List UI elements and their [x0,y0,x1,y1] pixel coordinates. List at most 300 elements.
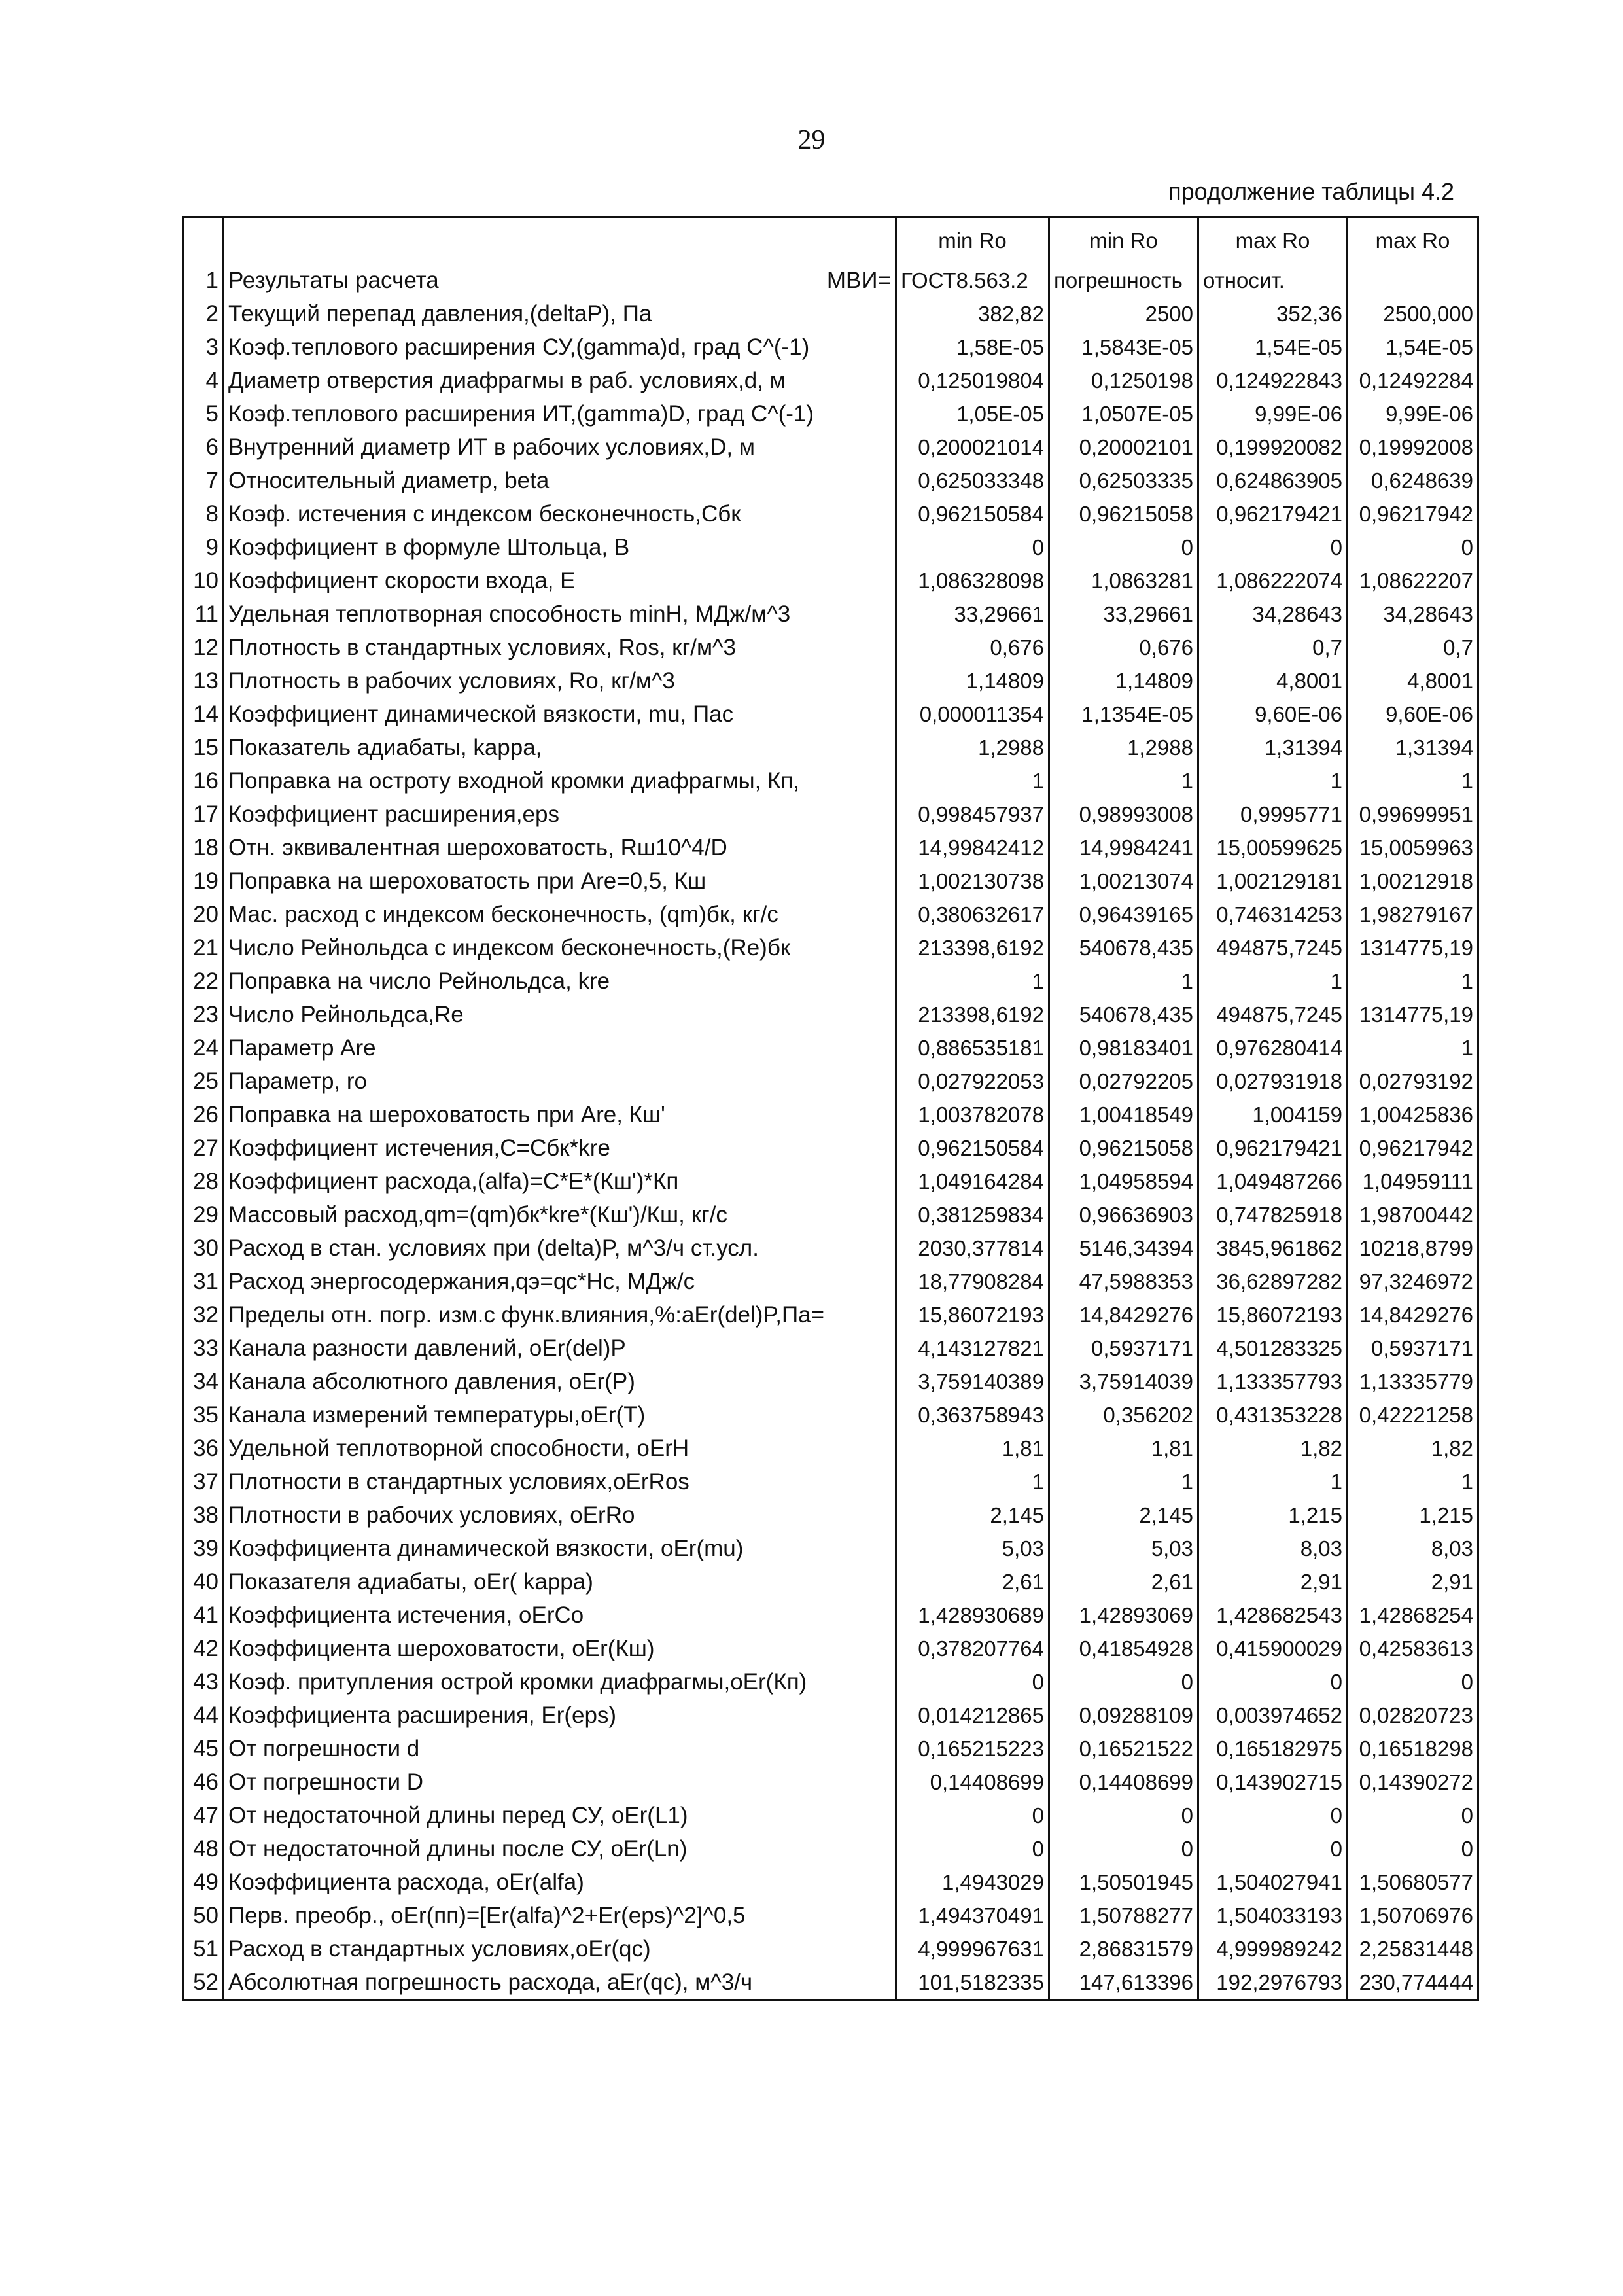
row-value: 0,962150584 [896,497,1049,531]
row-value: 1,428682543 [1198,1598,1348,1632]
table-row [183,597,1478,631]
row-value: 0,96215058 [1049,497,1198,531]
row-value: 0,381259834 [896,1198,1049,1231]
row-value: 101,5182335 [896,1966,1049,2000]
row-label: Коэффициента истечения, oErCo [224,1598,896,1632]
table-row [183,631,1478,664]
row-value: 0,96217942 [1348,497,1478,531]
table-row [183,964,1478,998]
row-label-text: Результаты расчета [228,268,439,293]
row-value: 1,82 [1348,1432,1478,1465]
row-value: 0,98993008 [1049,798,1198,831]
row-index: 11 [183,597,224,631]
row-index: 43 [183,1665,224,1699]
table-row [183,1231,1478,1265]
table-row [183,1966,1478,2000]
row-value: 15,0059963 [1348,831,1478,864]
table-caption: продолжение таблицы 4.2 [1168,178,1454,205]
row-value: 1,81 [1049,1432,1198,1465]
row-value: 0,16518298 [1348,1732,1478,1765]
row-label: Канала разности давлений, oEr(del)P [224,1332,896,1365]
header-label [224,217,896,264]
row-label: От недостаточной длины после СУ, oEr(Ln) [224,1832,896,1865]
table-row [183,531,1478,564]
row-label: Плотности в рабочих условиях, oErRo [224,1498,896,1532]
table-row [183,1031,1478,1065]
row-value: 1,14809 [1049,664,1198,698]
row-index: 41 [183,1598,224,1632]
row-index: 50 [183,1899,224,1932]
row-value: 192,2976793 [1198,1966,1348,2000]
table-row [183,1198,1478,1231]
row-index: 16 [183,764,224,798]
row-label: Поправка на шероховатость при Are, Кш' [224,1098,896,1131]
row-value: 1 [1348,964,1478,998]
row-index: 29 [183,1198,224,1231]
row-value: 540678,435 [1049,931,1198,964]
row-label: Массовый расход,qm=(qm)бк*kre*(Кш')/Кш, кг/с [224,1198,896,1231]
row-value: 1314775,19 [1348,931,1478,964]
row-label: Показатель адиабаты, kappa, [224,731,896,764]
row-index: 38 [183,1498,224,1532]
table-row [183,1532,1478,1565]
table-row [183,1765,1478,1799]
row-label [224,264,896,297]
row-value: 0 [1198,1832,1348,1865]
row-value: 1,4943029 [896,1865,1049,1899]
row-index: 7 [183,464,224,497]
row-label: Коэф. притупления острой кромки диафрагмы,oEr(Кп) [224,1665,896,1699]
row-value: 1,1354E-05 [1049,698,1198,731]
row-value: 1,08622207 [1348,564,1478,597]
row-value: 1,215 [1348,1498,1478,1532]
table-row [183,698,1478,731]
table-row [183,397,1478,431]
table-row [183,1432,1478,1465]
row-value: 0,625033348 [896,464,1049,497]
row-index: 19 [183,864,224,898]
row-value: 1 [896,964,1049,998]
row-value: 0,62503335 [1049,464,1198,497]
row-value: 1,2988 [1049,731,1198,764]
row-value: 4,8001 [1198,664,1348,698]
table-row [183,297,1478,330]
row-value: 213398,6192 [896,931,1049,964]
row-label: Отн. эквивалентная шероховатость, Rш10^4/D [224,831,896,864]
row-value: 4,143127821 [896,1332,1049,1365]
row-value: 1,00425836 [1348,1098,1478,1131]
row-value: погрешность [1049,264,1198,297]
row-value: 0,02793192 [1348,1065,1478,1098]
row-index: 23 [183,998,224,1031]
row-value: 1,002129181 [1198,864,1348,898]
row-value: 0,42221258 [1348,1398,1478,1432]
column-header: min Ro [1049,217,1198,264]
row-value: 0,356202 [1049,1398,1198,1432]
row-value: 0 [1049,1832,1198,1865]
calculation-table [182,216,1479,2001]
row-value: 0,96215058 [1049,1131,1198,1165]
row-value: 1 [1348,1465,1478,1498]
row-label: Параметр Are [224,1031,896,1065]
row-value: 1 [1198,964,1348,998]
row-value: 0 [896,1665,1049,1699]
row-index: 13 [183,664,224,698]
row-label: От погрешности D [224,1765,896,1799]
row-value: 0,7 [1348,631,1478,664]
row-value: 0,415900029 [1198,1632,1348,1665]
table-row [183,931,1478,964]
row-value: 0 [896,1799,1049,1832]
row-value: 1,14809 [896,664,1049,698]
row-index: 32 [183,1298,224,1332]
row-value: 1 [1049,964,1198,998]
header-index [183,217,224,264]
row-value: 0,962150584 [896,1131,1049,1165]
row-index: 8 [183,497,224,531]
row-value: 1,81 [896,1432,1049,1465]
row-value: 0,962179421 [1198,497,1348,531]
row-index: 48 [183,1832,224,1865]
row-value: ГОСТ8.563.2 [896,264,1049,297]
row-value: 0,014212865 [896,1699,1049,1732]
row-value: 1,00212918 [1348,864,1478,898]
row-label: Коэффициент динамической вязкости, mu, Пас [224,698,896,731]
row-index: 1 [183,264,224,297]
table-row [183,564,1478,597]
row-value: 494875,7245 [1198,931,1348,964]
row-value: 3,759140389 [896,1365,1049,1398]
row-value: 1,50788277 [1049,1899,1198,1932]
row-value: 0,886535181 [896,1031,1049,1065]
table-row [183,1632,1478,1665]
table-row [183,764,1478,798]
row-index: 35 [183,1398,224,1432]
table-row [183,898,1478,931]
row-value: 1,215 [1198,1498,1348,1532]
row-value: 0,125019804 [896,364,1049,397]
row-index: 18 [183,831,224,864]
row-value: 2,86831579 [1049,1932,1198,1966]
row-value: 1,049164284 [896,1165,1049,1198]
row-value: 0,962179421 [1198,1131,1348,1165]
table-row [183,364,1478,397]
row-value: 0 [1348,531,1478,564]
row-value: 0,96636903 [1049,1198,1198,1231]
row-value: 2,145 [896,1498,1049,1532]
row-label: Показателя адиабаты, oEr( kappa) [224,1565,896,1598]
row-label: Абсолютная погрешность расхода, aEr(qc), м^3/ч [224,1966,896,2000]
table-row [183,1865,1478,1899]
row-value: 0,19992008 [1348,431,1478,464]
row-value: 0,14408699 [1049,1765,1198,1799]
row-value: 47,5988353 [1049,1265,1198,1298]
row-label: Расход в стан. условиях при (delta)P, м^3/ч ст.усл. [224,1231,896,1265]
row-value: 3,75914039 [1049,1365,1198,1398]
row-value: 2,25831448 [1348,1932,1478,1966]
row-value: 2500 [1049,297,1198,330]
row-index: 9 [183,531,224,564]
row-value: 0 [1049,1665,1198,1699]
row-value: 494875,7245 [1198,998,1348,1031]
table-row [183,798,1478,831]
row-index: 14 [183,698,224,731]
row-value: 0,9995771 [1198,798,1348,831]
row-value: 0,363758943 [896,1398,1049,1432]
row-value: 0,12492284 [1348,364,1478,397]
row-index: 20 [183,898,224,931]
row-label: Коэффициент скорости входа, E [224,564,896,597]
row-value: 1,04958594 [1049,1165,1198,1198]
row-value: 34,28643 [1348,597,1478,631]
row-value: 1,494370491 [896,1899,1049,1932]
row-value: 14,8429276 [1348,1298,1478,1332]
row-value: 1,42868254 [1348,1598,1478,1632]
row-value: 1,00418549 [1049,1098,1198,1131]
row-value: 8,03 [1198,1532,1348,1565]
row-value: 1,133357793 [1198,1365,1348,1398]
row-value: 1,04959111 [1348,1165,1478,1198]
row-value: 1,31394 [1198,731,1348,764]
row-index: 6 [183,431,224,464]
row-index: 17 [183,798,224,831]
row-value: 5146,34394 [1049,1231,1198,1265]
table-row [183,1165,1478,1198]
row-value: 1,31394 [1348,731,1478,764]
table-row [183,1498,1478,1532]
row-value: 0,976280414 [1198,1031,1348,1065]
row-label: Поправка на шероховатость при Are=0,5, Кш [224,864,896,898]
row-value: 1,504033193 [1198,1899,1348,1932]
row-index: 3 [183,330,224,364]
row-value: 0,14390272 [1348,1765,1478,1799]
row-value: 1,504027941 [1198,1865,1348,1899]
row-index: 24 [183,1031,224,1065]
row-value: 1,98700442 [1348,1198,1478,1231]
row-label: Расход энергосодержания,qэ=qc*Hc, МДж/с [224,1265,896,1298]
row-value: 1,13335779 [1348,1365,1478,1398]
table-row [183,431,1478,464]
row-value: 1 [896,764,1049,798]
row-value: 0,165215223 [896,1732,1049,1765]
row-index: 34 [183,1365,224,1398]
row-value: 1 [1049,1465,1198,1498]
row-value: 0,09288109 [1049,1699,1198,1732]
table-row [183,1598,1478,1632]
row-value: 1,002130738 [896,864,1049,898]
row-label: Канала измерений температуры,oEr(T) [224,1398,896,1432]
row-index: 31 [183,1265,224,1298]
table-row [183,1832,1478,1865]
row-value: 1 [1348,1031,1478,1065]
row-value: 1,42893069 [1049,1598,1198,1632]
row-label: Коэффициент расширения,eps [224,798,896,831]
table-row [183,1899,1478,1932]
row-value: 4,8001 [1348,664,1478,698]
row-value: 213398,6192 [896,998,1049,1031]
row-value: 0,20002101 [1049,431,1198,464]
table-row [183,1465,1478,1498]
row-label: Удельной теплотворной способности, oErH [224,1432,896,1465]
row-index: 26 [183,1098,224,1131]
row-value: 1,0863281 [1049,564,1198,597]
row-value: относит. [1198,264,1348,297]
table-row [183,1065,1478,1098]
row-value: 352,36 [1198,297,1348,330]
row-label: Коэф.теплового расширения ИТ,(gamma)D, град C^(-1) [224,397,896,431]
row-value: 33,29661 [1049,597,1198,631]
row-label: От погрешности d [224,1732,896,1765]
row-value: 10218,8799 [1348,1231,1478,1265]
row-value: 0,200021014 [896,431,1049,464]
row-value: 2500,000 [1348,297,1478,330]
row-value: 147,613396 [1049,1966,1198,2000]
row-label: Плотность в рабочих условиях, Ro, кг/м^3 [224,664,896,698]
row-value: 9,99E-06 [1198,397,1348,431]
row-label: Число Рейнольдса с индексом бесконечность,(Re)бк [224,931,896,964]
table-row [183,998,1478,1031]
row-value: 0,380632617 [896,898,1049,931]
row-label: Параметр, ro [224,1065,896,1098]
row-index: 2 [183,297,224,330]
row-value: 0,027931918 [1198,1065,1348,1098]
row-value: 1,0507E-05 [1049,397,1198,431]
column-header: max Ro [1348,217,1478,264]
row-value: 2,61 [896,1565,1049,1598]
row-value: 1,428930689 [896,1598,1049,1632]
row-value: 1,086222074 [1198,564,1348,597]
row-value: 2030,377814 [896,1231,1049,1265]
table-row [183,330,1478,364]
table-row [183,1265,1478,1298]
row-label: Коэффициент в формуле Штольца, B [224,531,896,564]
row-label: Коэффициента расхода, oEr(alfa) [224,1865,896,1899]
row-value: 0 [1198,1665,1348,1699]
column-header: min Ro [896,217,1049,264]
row-value: 4,999989242 [1198,1932,1348,1966]
row-value: 14,99842412 [896,831,1049,864]
row-index: 33 [183,1332,224,1365]
table-row [183,264,1478,297]
row-value: 0,7 [1198,631,1348,664]
row-value: 2,91 [1198,1565,1348,1598]
row-index: 42 [183,1632,224,1665]
row-value: 14,9984241 [1049,831,1198,864]
row-index: 27 [183,1131,224,1165]
row-label: Поправка на число Рейнольдса, kre [224,964,896,998]
row-value: 0 [1049,531,1198,564]
row-value: 1314775,19 [1348,998,1478,1031]
row-value: 5,03 [896,1532,1049,1565]
row-index: 37 [183,1465,224,1498]
table-row [183,497,1478,531]
row-value: 2,91 [1348,1565,1478,1598]
row-value: 0 [1348,1832,1478,1865]
row-label: Канала абсолютного давления, oEr(P) [224,1365,896,1398]
row-value [1348,264,1478,297]
row-index: 44 [183,1699,224,1732]
row-index: 25 [183,1065,224,1098]
row-value: 0,6248639 [1348,464,1478,497]
row-value: 230,774444 [1348,1966,1478,2000]
row-index: 36 [183,1432,224,1465]
row-value: 0 [1348,1799,1478,1832]
row-value: 9,60E-06 [1198,698,1348,731]
table-row [183,1298,1478,1332]
row-value: 0,199920082 [1198,431,1348,464]
row-label: Текущий перепад давления,(deltaP), Па [224,297,896,330]
row-value: 1,5843E-05 [1049,330,1198,364]
row-value: 1 [1198,764,1348,798]
row-value: 0 [896,531,1049,564]
row-value: 1 [896,1465,1049,1498]
row-value: 1,049487266 [1198,1165,1348,1198]
row-label: Число Рейнольдса,Re [224,998,896,1031]
row-value: 14,8429276 [1049,1298,1198,1332]
table-row [183,864,1478,898]
table-row [183,1098,1478,1131]
row-label: Относительный диаметр, beta [224,464,896,497]
table-row [183,1732,1478,1765]
row-value: 1,50501945 [1049,1865,1198,1899]
row-index: 30 [183,1231,224,1265]
row-index: 15 [183,731,224,764]
row-value: 1,086328098 [896,564,1049,597]
row-label: Плотности в стандартных условиях,oErRos [224,1465,896,1498]
row-value: 0,746314253 [1198,898,1348,931]
row-value: 0,14408699 [896,1765,1049,1799]
row-value: 18,77908284 [896,1265,1049,1298]
row-index: 49 [183,1865,224,1899]
row-value: 540678,435 [1049,998,1198,1031]
row-value: 15,86072193 [1198,1298,1348,1332]
row-value: 0,143902715 [1198,1765,1348,1799]
row-index: 21 [183,931,224,964]
row-value: 1,00213074 [1049,864,1198,898]
row-value: 0,747825918 [1198,1198,1348,1231]
table-row [183,1699,1478,1732]
row-index: 52 [183,1966,224,2000]
row-label: Перв. преобр., oEr(пп)=[Er(alfa)^2+Er(eps)^2]^0,5 [224,1899,896,1932]
row-value: 15,00599625 [1198,831,1348,864]
row-value: 9,99E-06 [1348,397,1478,431]
row-label: От недостаточной длины перед СУ, oEr(L1) [224,1799,896,1832]
row-label: Удельная теплотворная способность minH, МДж/м^3 [224,597,896,631]
row-value: 9,60E-06 [1348,698,1478,731]
table-row [183,1365,1478,1398]
row-label: Плотность в стандартных условиях, Ros, кг/м^3 [224,631,896,664]
row-value: 0,378207764 [896,1632,1049,1665]
table-row [183,464,1478,497]
method-label: МВИ= [826,268,891,293]
row-value: 0,998457937 [896,798,1049,831]
row-value: 0 [1198,531,1348,564]
row-label: Диаметр отверстия диафрагмы в раб. условиях,d, м [224,364,896,397]
row-value: 15,86072193 [896,1298,1049,1332]
column-header: max Ro [1198,217,1348,264]
row-value: 0,99699951 [1348,798,1478,831]
row-value: 1,82 [1198,1432,1348,1465]
row-index: 40 [183,1565,224,1598]
row-value: 1 [1198,1465,1348,1498]
row-value: 0,624863905 [1198,464,1348,497]
row-value: 1,50706976 [1348,1899,1478,1932]
row-value: 0,41854928 [1049,1632,1198,1665]
row-label: Поправка на остроту входной кромки диафрагмы, Кп, [224,764,896,798]
page-number: 29 [797,125,826,155]
row-label: Коэффициент истечения,С=Сбк*kre [224,1131,896,1165]
row-value: 0,02820723 [1348,1699,1478,1732]
